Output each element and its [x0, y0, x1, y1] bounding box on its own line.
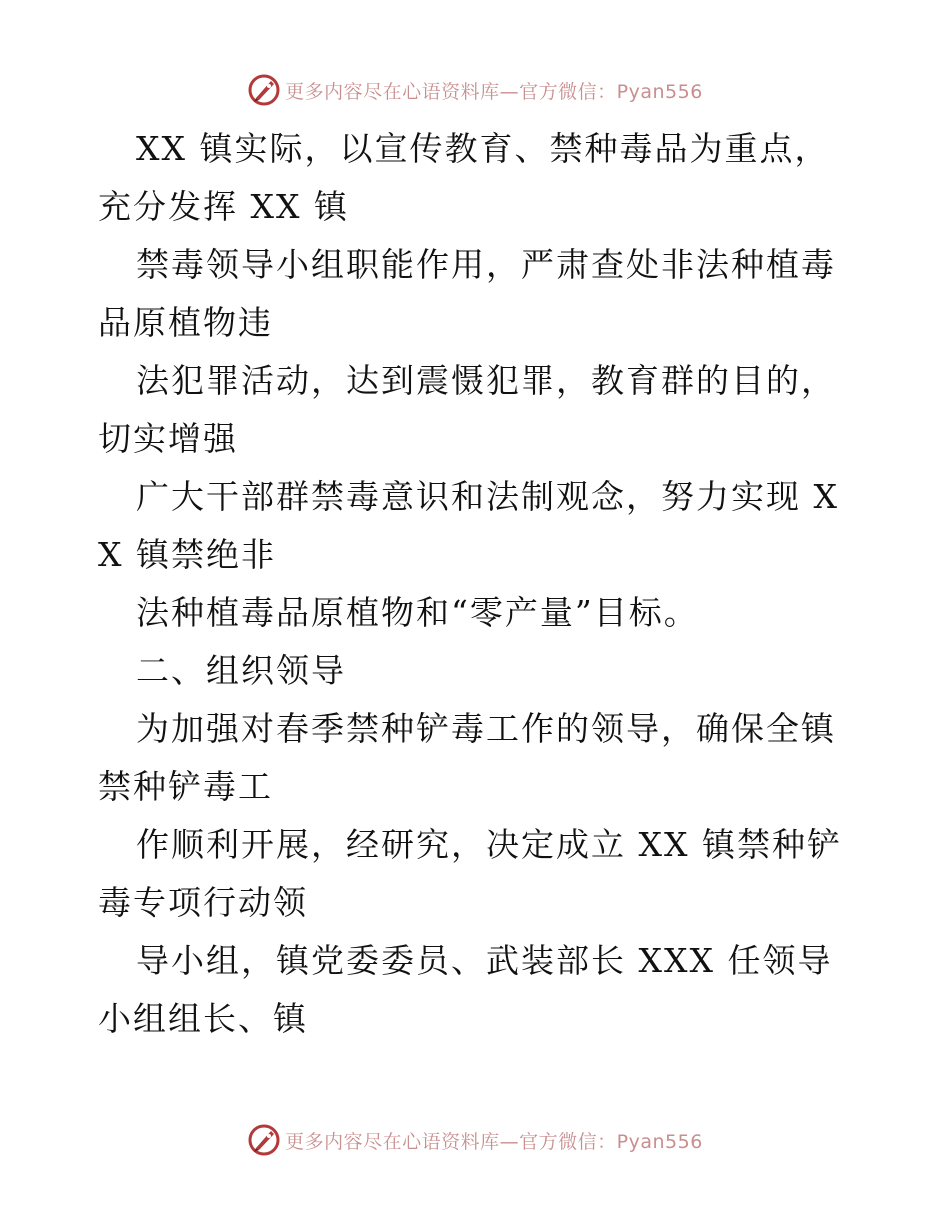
footer-watermark-banner [0, 1120, 950, 1160]
paragraph-1: XX 镇实际，以宣传教育、禁种毒品为重点，充分发挥 XX 镇 [98, 129, 830, 226]
footer-watermark-text: 更多内容尽在心语资料库—官方微信：Pyan556 [285, 1130, 703, 1153]
header-watermark-text: 更多内容尽在心语资料库—官方微信：Pyan556 [285, 80, 703, 103]
section-heading-organization: 二、组织领导 [136, 651, 346, 690]
header-watermark-banner [0, 70, 950, 110]
paragraph-8: 导小组，镇党委委员、武装部长 XXX 任领导小组组长、镇 [98, 941, 833, 1038]
paragraph-3: 法犯罪活动，达到震慑犯罪，教育群的目的，切实增强 [98, 361, 836, 458]
quill-pen-logo-icon [247, 1123, 281, 1157]
paragraph-5: 法种植毒品原植物和“零产量”目标。 [136, 593, 699, 632]
paragraph-6: 为加强对春季禁种铲毒工作的领导，确保全镇禁种铲毒工 [98, 709, 836, 806]
quill-pen-logo-icon [247, 73, 281, 107]
document-body [98, 120, 858, 1048]
paragraph-7: 作顺利开展，经研究，决定成立 XX 镇禁种铲毒专项行动领 [98, 825, 842, 922]
paragraph-2: 禁毒领导小组职能作用，严肃查处非法种植毒品原植物违 [98, 245, 836, 342]
paragraph-4: 广大干部群禁毒意识和法制观念，努力实现 XX 镇禁绝非 [98, 477, 839, 574]
